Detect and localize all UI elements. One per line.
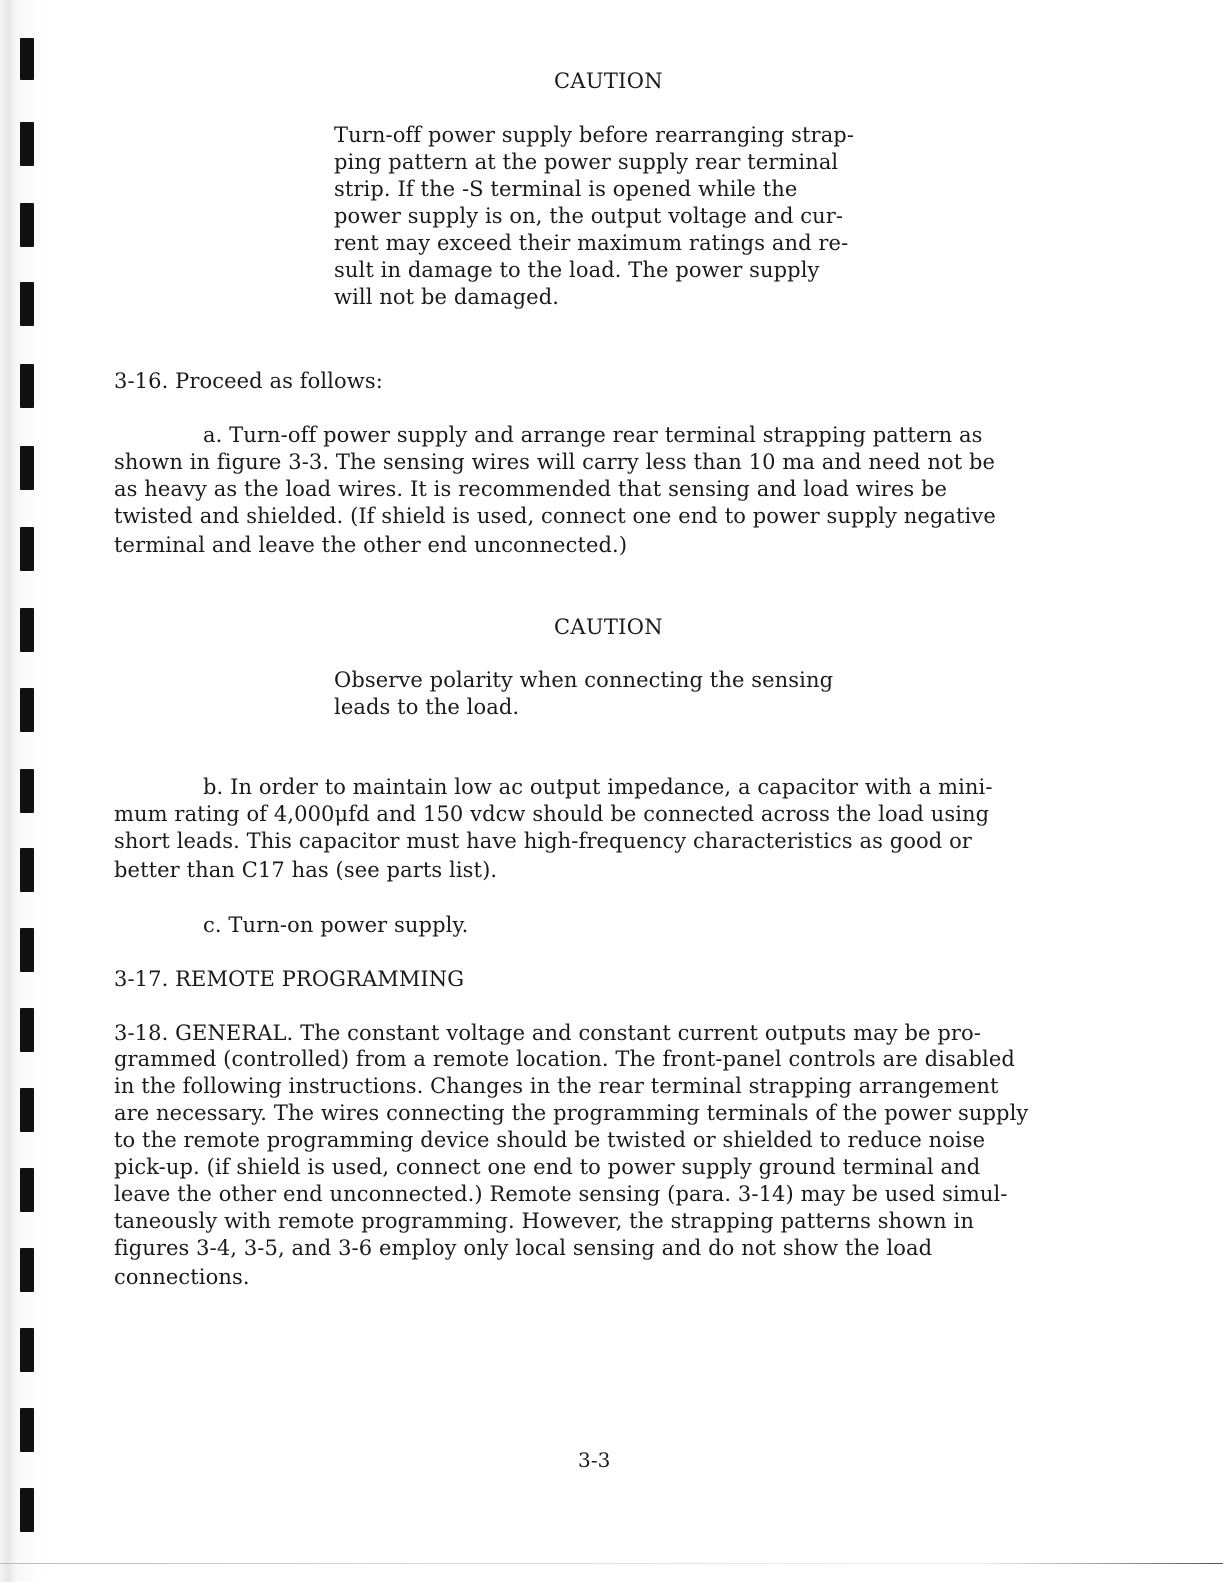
- step-a-line: shown in figure 3-3. The sensing wires will carry less than 10 ma and need not be: [114, 450, 996, 474]
- para-3-18-line: to the remote programming device should be twisted or shielded to reduce noise: [114, 1128, 986, 1152]
- step-a-line: terminal and leave the other end unconnected.): [114, 533, 628, 557]
- caution-text-line: Turn-off power supply before rearranging strap-: [334, 123, 855, 147]
- page-number: 3-3: [578, 1448, 611, 1472]
- paragraph-3-16: 3-16. Proceed as follows:: [114, 369, 383, 393]
- step-b-line: better than C17 has (see parts list).: [114, 858, 498, 882]
- section-heading-3-17: 3-17. REMOTE PROGRAMMING: [114, 967, 465, 991]
- caution-text-line: Observe polarity when connecting the sensing: [334, 668, 834, 692]
- caution-heading: CAUTION: [554, 69, 663, 93]
- para-3-18-line: 3-18. GENERAL. The constant voltage and constant current outputs may be pro-: [114, 1021, 981, 1045]
- para-3-18-line: figures 3-4, 3-5, and 3-6 employ only local sensing and do not show the load: [114, 1236, 933, 1260]
- para-3-18-line: connections.: [114, 1265, 250, 1289]
- scan-bottom-edge: [0, 1563, 1223, 1564]
- caution-text-line: ping pattern at the power supply rear terminal: [334, 150, 839, 174]
- para-3-18-line: grammed (controlled) from a remote location. The front-panel controls are disabled: [114, 1047, 1015, 1071]
- caution-text-line: sult in damage to the load. The power supply: [334, 258, 820, 282]
- step-a-line: twisted and shielded. (If shield is used, connect one end to power supply negative: [114, 504, 996, 528]
- caution-text-line: rent may exceed their maximum ratings and re-: [334, 231, 849, 255]
- caution-text-line: leads to the load.: [334, 695, 520, 719]
- caution-text-line: power supply is on, the output voltage and cur-: [334, 204, 844, 228]
- para-3-18-line: pick-up. (if shield is used, connect one end to power supply ground terminal and: [114, 1155, 981, 1179]
- step-c: c. Turn-on power supply.: [203, 913, 469, 937]
- step-a-line: a. Turn-off power supply and arrange rear terminal strapping pattern as: [203, 423, 983, 447]
- caution-heading: CAUTION: [554, 615, 663, 639]
- para-3-18-line: taneously with remote programming. However, the strapping patterns shown in: [114, 1209, 974, 1233]
- step-a-line: as heavy as the load wires. It is recommended that sensing and load wires be: [114, 477, 948, 501]
- para-3-18-line: in the following instructions. Changes in the rear terminal strapping arrangement: [114, 1074, 999, 1098]
- caution-text-line: will not be damaged.: [334, 285, 560, 309]
- caution-text-line: strip. If the -S terminal is opened while the: [334, 177, 798, 201]
- para-3-18-line: leave the other end unconnected.) Remote sensing (para. 3-14) may be used simul-: [114, 1182, 1008, 1206]
- para-3-18-line: are necessary. The wires connecting the programming terminals of the power supply: [114, 1101, 1029, 1125]
- step-b-line: short leads. This capacitor must have high-frequency characteristics as good or: [114, 829, 972, 853]
- step-b-line: mum rating of 4,000μfd and 150 vdcw should be connected across the load using: [114, 802, 990, 826]
- step-b-line: b. In order to maintain low ac output impedance, a capacitor with a mini-: [203, 775, 993, 799]
